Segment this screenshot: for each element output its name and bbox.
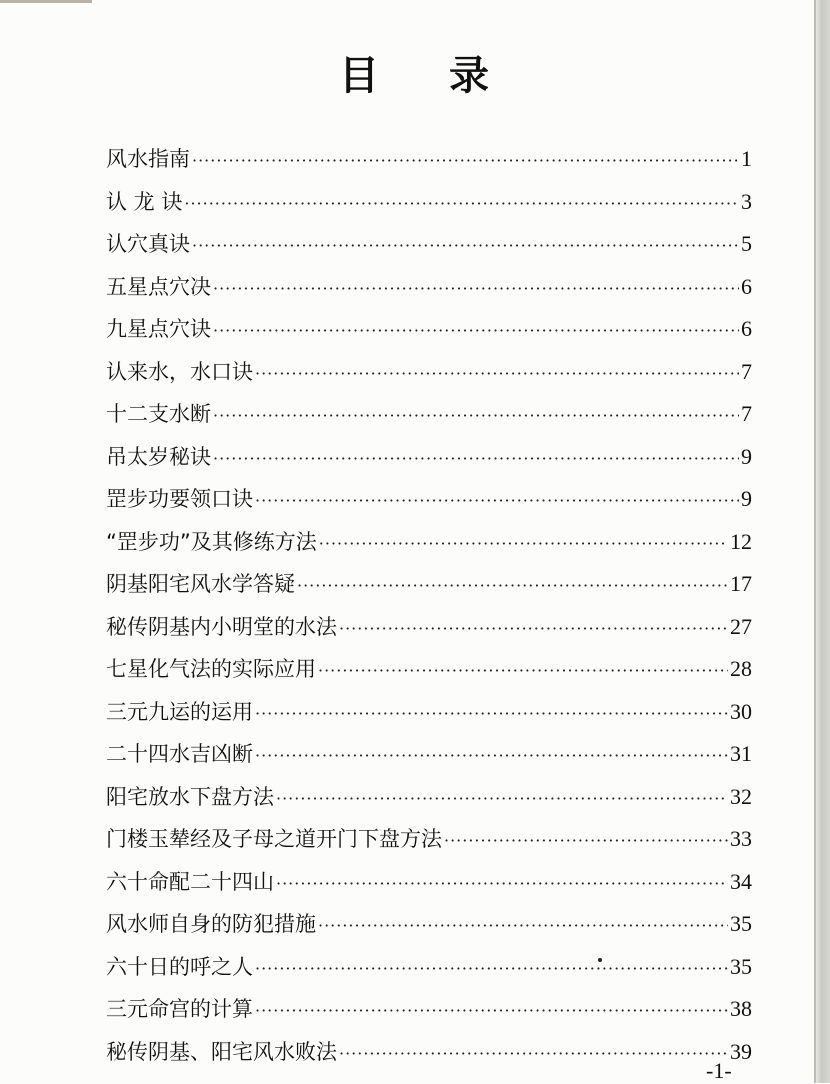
toc-entry[interactable] — [106, 1031, 752, 1074]
toc-entry[interactable] — [106, 223, 752, 266]
toc-entry[interactable] — [106, 946, 752, 989]
toc-entry[interactable] — [106, 606, 752, 649]
toc-entry-page: 5 — [741, 231, 752, 256]
toc-entry-title: 秘传阴基、阳宅风水败法 — [106, 1039, 337, 1064]
toc-leader-dots — [255, 693, 728, 736]
toc-entry-page: 33 — [730, 826, 752, 851]
toc-leader-dots — [444, 820, 728, 863]
toc-entry-page: 9 — [741, 486, 752, 511]
title-char-1: 目 — [339, 53, 381, 99]
toc-entry-page: 31 — [730, 741, 752, 766]
toc-entry-title: 六十命配二十四山 — [106, 869, 274, 894]
toc-entry-title: “罡步功”及其修练方法 — [106, 529, 317, 554]
toc-entry-page: 7 — [741, 358, 752, 384]
toc-entry-title: 认穴真诀 — [106, 232, 190, 256]
toc-entry-page: 12 — [730, 528, 752, 554]
toc-entry[interactable] — [106, 478, 752, 521]
toc-entry-page: 17 — [730, 571, 752, 596]
toc-entry-title: 门楼玉辇经及子母之道开门下盘方法 — [106, 827, 442, 851]
toc-leader-dots — [213, 395, 739, 438]
page-edge — [816, 0, 830, 1083]
toc-entry[interactable] — [106, 861, 752, 904]
toc-entry-title: 风水师自身的防犯措施 — [106, 912, 316, 936]
toc-entry[interactable] — [106, 648, 752, 691]
scan-mark — [0, 0, 92, 3]
toc-leader-dots — [255, 480, 739, 523]
toc-entry-title: 七星化气法的实际应用 — [106, 657, 316, 681]
toc-leader-dots — [255, 990, 728, 1033]
toc-entry-title: 六十日的呼之人 — [106, 954, 253, 979]
toc-leader-dots — [192, 225, 739, 268]
toc-entry[interactable] — [106, 818, 752, 861]
toc-entry[interactable] — [106, 563, 752, 606]
toc-entry-page: 7 — [741, 401, 752, 426]
toc-entry-title: 三元九运的运用 — [106, 699, 253, 724]
page-title — [0, 44, 830, 101]
toc-leader-dots — [339, 608, 728, 651]
toc-entry-page: 27 — [730, 613, 752, 639]
toc-entry-title: 认 龙 诀 — [106, 189, 183, 214]
toc-leader-dots — [255, 948, 728, 991]
toc-entry-title: 认来水，水口诀 — [106, 359, 253, 384]
toc-entry[interactable] — [106, 181, 752, 224]
toc-entry-title: 风水指南 — [106, 147, 190, 171]
toc-entry[interactable] — [106, 138, 752, 181]
toc-leader-dots — [318, 905, 728, 948]
toc-entry-page: 28 — [730, 656, 752, 681]
toc-entry-title: 阴基阳宅风水学答疑 — [106, 572, 295, 596]
toc-entry-page: 30 — [730, 698, 752, 724]
toc-entry-title: 罡步功要领口诀 — [106, 487, 253, 511]
toc-entry-page: 38 — [730, 996, 752, 1021]
toc-entry[interactable] — [106, 903, 752, 946]
toc-entry-page: 6 — [741, 273, 752, 299]
toc-leader-dots — [318, 650, 728, 693]
toc-entry[interactable] — [106, 393, 752, 436]
toc-leader-dots — [276, 778, 728, 821]
toc-leader-dots — [319, 523, 728, 566]
toc-leader-dots — [276, 863, 728, 906]
toc-entry[interactable] — [106, 691, 752, 734]
toc-entry-title: 吊太岁秘诀 — [106, 444, 211, 469]
toc-leader-dots — [339, 1033, 728, 1076]
toc-entry-page: 6 — [741, 316, 752, 341]
page-number: -1- — [706, 1058, 732, 1083]
toc-entry-page: 3 — [741, 188, 752, 214]
title-char-2: 录 — [449, 53, 491, 99]
toc-entry[interactable] — [106, 436, 752, 479]
toc-entry-page: 32 — [730, 783, 752, 809]
scan-speck — [598, 958, 602, 962]
toc-entry[interactable] — [106, 266, 752, 309]
toc-entry-page: 9 — [741, 443, 752, 469]
toc-entry[interactable] — [106, 521, 752, 564]
toc-entry[interactable] — [106, 988, 752, 1031]
toc-leader-dots — [213, 310, 739, 353]
toc-entry-page: 39 — [730, 1038, 752, 1064]
toc-leader-dots — [255, 735, 728, 778]
toc-entry-title: 五星点穴决 — [106, 274, 211, 299]
toc-entry-page: 35 — [730, 911, 752, 936]
toc-entry-page: 1 — [741, 146, 752, 171]
toc-leader-dots — [184, 183, 739, 226]
toc-leader-dots — [213, 438, 739, 481]
toc-leader-dots — [255, 353, 739, 396]
toc-entry-page: 35 — [730, 953, 752, 979]
toc-leader-dots — [213, 268, 739, 311]
toc-entry-title: 二十四水吉凶断 — [106, 742, 253, 766]
toc-entry[interactable] — [106, 308, 752, 351]
toc-entry-title: 三元命宫的计算 — [106, 997, 253, 1021]
toc-entry[interactable] — [106, 776, 752, 819]
toc-entry-title: 秘传阴基内小明堂的水法 — [106, 614, 337, 639]
toc-entry-title: 九星点穴诀 — [106, 317, 211, 341]
toc-entry-title: 十二支水断 — [106, 402, 211, 426]
toc-entry[interactable] — [106, 351, 752, 394]
toc-leader-dots — [297, 565, 728, 608]
toc-leader-dots — [192, 140, 739, 183]
toc-entry-page: 34 — [730, 868, 752, 894]
toc-entry[interactable] — [106, 733, 752, 776]
table-of-contents — [106, 138, 752, 1073]
toc-entry-title: 阳宅放水下盘方法 — [106, 784, 274, 809]
